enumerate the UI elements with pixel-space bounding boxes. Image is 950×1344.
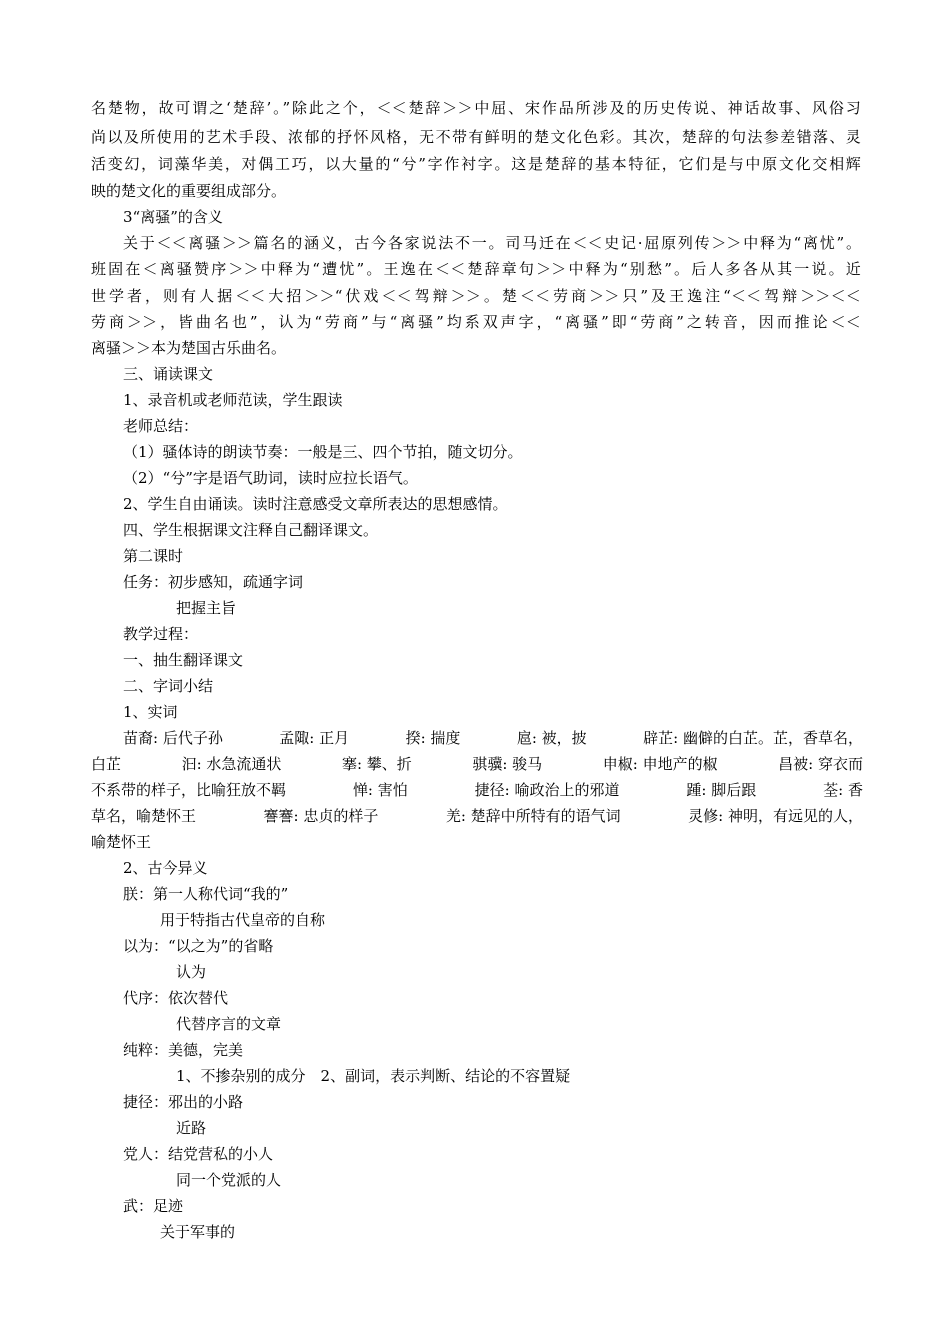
vocab-entry: 辟芷: 幽僻的白芷。芷，香草名， <box>643 729 863 747</box>
section-heading: 一、抽生翻译课文 <box>123 651 244 669</box>
paragraph-line: 班固在＜离骚赞序＞＞中释为“遭忧”。王逸在＜＜楚辞章句＞＞中释为“别愁”。后人多各从其一说。近 <box>91 260 861 278</box>
vocab-entry: 不系带的样子，比喻狂放不羁 <box>91 781 287 799</box>
vocab-row <box>91 753 863 775</box>
list-item: 2、学生自由诵读。读时注意感受文章所表达的思想感情。 <box>123 495 508 513</box>
vocab-entry: 捷径: 喻政治上的邪道 <box>474 781 620 799</box>
list-item: 任务：初步感知，疏通字词 <box>123 573 304 591</box>
vocab-entry: 踵: 脚后跟 <box>686 781 757 799</box>
term-modern-meaning: 1、不掺杂别的成分 2、副词，表示判断、结论的不容置疑 <box>176 1067 571 1085</box>
section-heading: 3“离骚”的含义 <box>123 208 223 226</box>
vocab-row <box>91 805 863 827</box>
term-modern-meaning: 认为 <box>176 963 207 981</box>
vocab-entry: 灵修: 神明，有远见的人， <box>688 807 863 825</box>
section-heading: 第二课时 <box>123 547 184 565</box>
term-modern-meaning: 近路 <box>176 1119 207 1137</box>
vocab-entry: 汩: 水急流通状 <box>181 755 282 773</box>
paragraph-line: 劳商＞＞，皆曲名也”，认为“劳商”与“离骚”均系双声字，“离骚”即“劳商”之转音，因而推论＜＜ <box>91 313 861 331</box>
vocab-entry: 孟陬: 正月 <box>279 729 350 747</box>
paragraph-line: 名楚物，故可谓之‘楚辞’。”除此之个，＜＜楚辞＞＞中屈、宋作品所涉及的历史传说、神话故事、风俗习 <box>91 99 861 117</box>
list-item: 1、录音机或老师范读，学生跟读 <box>123 391 343 409</box>
section-heading: 二、字词小结 <box>123 677 214 695</box>
vocab-entry: 羌: 楚辞中所特有的语气词 <box>445 807 621 825</box>
list-item: 教学过程： <box>123 625 199 643</box>
section-heading: 三、诵读课文 <box>123 365 214 383</box>
vocab-entry: 謇謇: 忠贞的样子 <box>263 807 379 825</box>
section-heading: 1、实词 <box>123 703 178 721</box>
term-modern-meaning: 用于特指古代皇帝的自称 <box>160 911 326 929</box>
vocab-entry: 申椒: 申地产的椒 <box>602 755 718 773</box>
paragraph-line: 活变幻，词藻华美，对偶工巧，以大量的“兮”字作衬字。这是楚辞的基本特征，它们是与中原文化交相辉 <box>91 155 861 173</box>
list-item: 把握主旨 <box>176 599 237 617</box>
paragraph-line: 离骚＞＞本为楚国古乐曲名。 <box>91 339 287 357</box>
vocab-entry: 扈: 被，披 <box>516 729 587 747</box>
section-heading: 四、学生根据课文注释自己翻译课文。 <box>123 521 379 539</box>
term-ancient-meaning: 武：足迹 <box>123 1197 184 1215</box>
vocab-row: 喻楚怀王 <box>91 833 152 851</box>
term-modern-meaning: 代替序言的文章 <box>176 1015 282 1033</box>
list-item: （1）骚体诗的朗读节奏：一般是三、四个节拍，随文切分。 <box>123 443 523 461</box>
term-modern-meaning: 关于军事的 <box>160 1223 236 1241</box>
term-ancient-meaning: 纯粹：美德，完美 <box>123 1041 244 1059</box>
term-ancient-meaning: 捷径：邪出的小路 <box>123 1093 244 1111</box>
paragraph-line: 映的楚文化的重要组成部分。 <box>91 182 287 200</box>
term-ancient-meaning: 代序：依次替代 <box>123 989 229 1007</box>
term-ancient-meaning: 朕：第一人称代词“我的” <box>123 885 289 903</box>
term-modern-meaning: 同一个党派的人 <box>176 1171 282 1189</box>
list-item: （2）“兮”字是语气助词，读时应拉长语气。 <box>123 469 418 487</box>
vocab-entry: 荃: 香 <box>823 781 863 799</box>
vocab-entry: 昌被: 穿衣而 <box>778 755 863 773</box>
paragraph-line: 尚以及所使用的艺术手段、浓郁的抒怀风格，无不带有鲜明的楚文化色彩。其次，楚辞的句法参差错落、灵 <box>91 128 861 146</box>
vocab-entry: 揆: 揣度 <box>405 729 461 747</box>
paragraph-line: 关于＜＜离骚＞＞篇名的涵义，古今各家说法不一。司马迁在＜＜史记·屈原列传＞＞中释为“离忧”。 <box>123 234 861 252</box>
vocab-entry: 白芷 <box>91 755 122 773</box>
vocab-row <box>91 779 863 801</box>
paragraph-line: 世学者，则有人据＜＜大招＞＞“伏戏＜＜驾辩＞＞。楚＜＜劳商＞＞只”及王逸注“＜＜驾辩＞＞＜＜ <box>91 287 861 305</box>
vocab-entry: 搴: 攀、折 <box>341 755 412 773</box>
vocab-entry: 草名，喻楚怀王 <box>91 807 197 825</box>
term-ancient-meaning: 党人：结党营私的小人 <box>123 1145 274 1163</box>
vocab-entry: 苗裔: 后代子孙 <box>123 729 223 747</box>
list-item: 老师总结： <box>123 417 199 435</box>
vocab-entry: 骐骥: 骏马 <box>472 755 543 773</box>
term-ancient-meaning: 以为：“以之为”的省略 <box>123 937 274 955</box>
section-heading: 2、古今异义 <box>123 859 208 877</box>
vocab-entry: 惮: 害怕 <box>352 781 408 799</box>
vocab-row <box>123 727 863 749</box>
